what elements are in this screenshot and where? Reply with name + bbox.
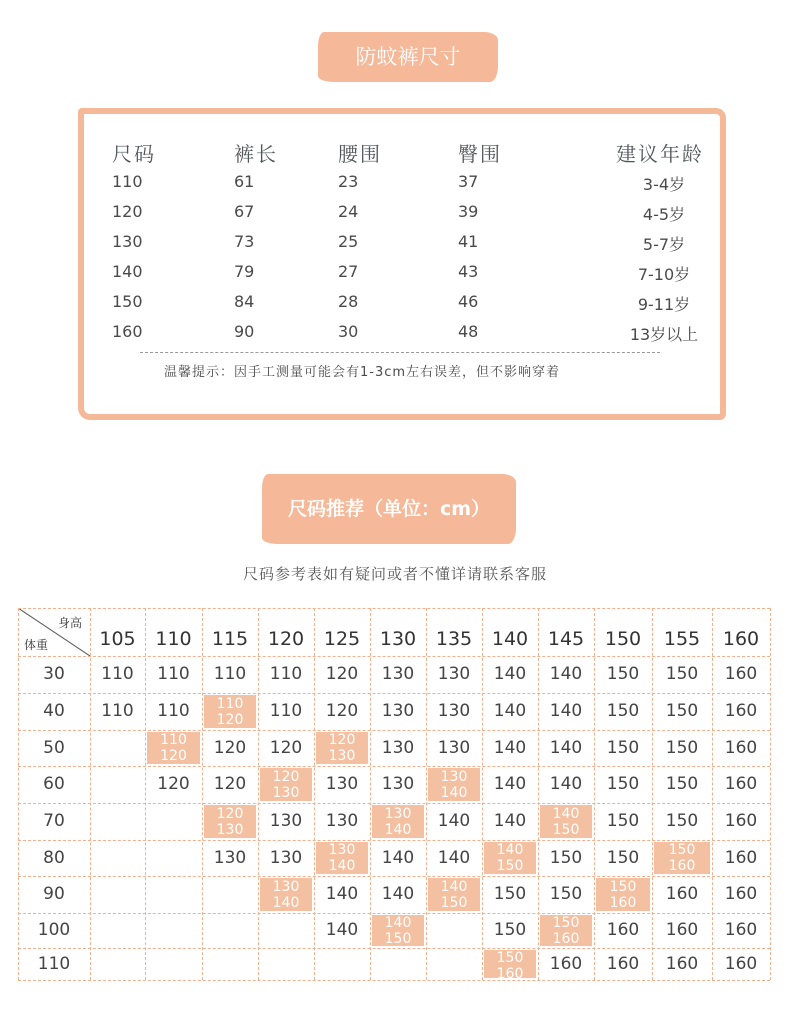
size-cell: 41 — [458, 232, 479, 251]
size-cell: 140 — [112, 262, 143, 281]
size-cell: 13岁以上 — [629, 325, 699, 344]
grid-cell: 140 — [493, 774, 527, 794]
height-header: 145 — [547, 628, 585, 650]
grid-cell: 150 — [549, 848, 583, 868]
size-cell: 90 — [234, 322, 255, 341]
size-cell: 25 — [338, 232, 359, 251]
grid-cell: 140 — [325, 884, 359, 904]
grid-cell: 160 — [665, 920, 699, 940]
highlight-cell: 120 130 — [316, 732, 368, 764]
highlight-cell: 140 150 — [372, 915, 424, 946]
page-title: 防蚊裤尺寸 — [355, 45, 461, 69]
highlight-cell: 140 150 — [428, 878, 480, 911]
column-header: 臀围 — [458, 142, 502, 166]
weight-header: 50 — [43, 738, 65, 758]
highlight-cell: 120 130 — [260, 768, 312, 801]
size-cell: 110 — [112, 172, 143, 191]
size-row — [84, 322, 720, 352]
height-header: 130 — [379, 628, 417, 650]
size-cell: 23 — [338, 172, 359, 191]
grid-cell: 160 — [724, 701, 758, 721]
grid-cell: 140 — [325, 920, 359, 940]
grid-cell: 120 — [325, 701, 359, 721]
highlight-cell: 130 140 — [316, 842, 368, 874]
grid-cell: 120 — [269, 738, 303, 758]
grid-cell: 110 — [157, 701, 190, 721]
size-cell: 39 — [458, 202, 479, 221]
size-row — [84, 262, 720, 292]
size-row — [84, 172, 720, 202]
grid-cell: 160 — [724, 920, 758, 940]
grid-cell: 160 — [549, 954, 583, 974]
recommend-banner — [262, 474, 516, 544]
size-cell: 130 — [112, 232, 143, 251]
grid-cell: 160 — [606, 920, 640, 940]
grid-cell: 120 — [213, 738, 247, 758]
highlight-cell: 130 140 — [428, 768, 480, 801]
weight-label: 体重 — [24, 638, 49, 652]
grid-cell: 110 — [157, 664, 190, 684]
grid-cell: 130 — [381, 701, 415, 721]
size-cell: 27 — [338, 262, 359, 281]
grid-line — [18, 980, 770, 981]
grid-cell: 160 — [724, 738, 758, 758]
size-table-header — [84, 138, 720, 168]
grid-cell: 150 — [493, 884, 527, 904]
grid-cell: 160 — [724, 954, 758, 974]
grid-cell: 160 — [724, 884, 758, 904]
highlight-cell: 140 150 — [484, 842, 536, 874]
height-header: 115 — [211, 628, 249, 650]
grid-cell: 150 — [606, 664, 640, 684]
grid-cell: 110 — [213, 664, 247, 684]
size-recommend-grid — [18, 608, 770, 980]
size-cell: 9-11岁 — [637, 295, 691, 314]
size-cell: 67 — [234, 202, 255, 221]
grid-cell: 160 — [665, 884, 699, 904]
grid-cell: 110 — [269, 664, 303, 684]
grid-cell: 150 — [606, 848, 640, 868]
grid-cell: 130 — [437, 664, 471, 684]
grid-cell: 160 — [724, 774, 758, 794]
grid-cell: 140 — [437, 811, 471, 831]
size-cell: 73 — [234, 232, 255, 251]
recommend-title: 尺码推荐（单位：cm） — [287, 498, 491, 520]
size-cell: 28 — [338, 292, 359, 311]
grid-cell: 150 — [606, 811, 640, 831]
height-header: 160 — [722, 628, 760, 650]
grid-line — [18, 608, 770, 609]
highlight-cell: 120 130 — [204, 805, 256, 838]
column-header: 裤长 — [234, 142, 278, 166]
column-header: 尺码 — [112, 142, 156, 166]
grid-cell: 140 — [549, 664, 583, 684]
height-header: 155 — [663, 628, 701, 650]
title-banner — [318, 32, 498, 82]
height-header: 105 — [99, 628, 136, 650]
grid-cell: 150 — [606, 774, 640, 794]
height-label: 身高 — [58, 616, 83, 630]
grid-cell: 140 — [549, 701, 583, 721]
size-row — [84, 292, 720, 322]
divider — [140, 352, 660, 353]
grid-cell: 140 — [381, 884, 415, 904]
grid-cell: 130 — [325, 774, 359, 794]
grid-cell: 130 — [381, 774, 415, 794]
grid-cell: 130 — [381, 664, 415, 684]
weight-header: 40 — [43, 701, 65, 721]
grid-cell: 120 — [213, 774, 247, 794]
grid-cell: 150 — [665, 774, 699, 794]
height-header: 110 — [155, 628, 192, 650]
height-header: 120 — [267, 628, 305, 650]
size-row — [84, 202, 720, 232]
grid-cell: 110 — [269, 701, 303, 721]
highlight-cell: 110 120 — [147, 732, 200, 764]
size-cell: 24 — [338, 202, 359, 221]
recommend-subtitle: 尺码参考表如有疑问或者不懂详请联系客服 — [242, 565, 547, 583]
grid-cell: 130 — [381, 738, 415, 758]
size-cell: 160 — [112, 322, 143, 341]
grid-cell: 160 — [665, 954, 699, 974]
size-cell: 46 — [458, 292, 479, 311]
grid-cell: 160 — [724, 848, 758, 868]
grid-cell: 140 — [437, 848, 471, 868]
grid-cell: 160 — [606, 954, 640, 974]
grid-cell: 150 — [549, 884, 583, 904]
highlight-cell: 110 120 — [204, 695, 256, 728]
grid-cell: 130 — [269, 848, 303, 868]
weight-header: 30 — [43, 664, 65, 684]
weight-header: 80 — [43, 848, 65, 868]
grid-cell: 150 — [665, 701, 699, 721]
size-cell: 3-4岁 — [642, 175, 686, 194]
size-cell: 150 — [112, 292, 143, 311]
grid-cell: 150 — [606, 738, 640, 758]
highlight-cell: 150 160 — [654, 842, 710, 874]
highlight-cell: 150 160 — [540, 915, 592, 946]
size-cell: 61 — [234, 172, 255, 191]
size-cell: 4-5岁 — [642, 205, 686, 224]
highlight-cell: 130 140 — [260, 878, 312, 911]
size-cell: 43 — [458, 262, 479, 281]
size-cell: 79 — [234, 262, 255, 281]
column-header: 腰围 — [338, 142, 382, 166]
grid-cell: 150 — [493, 920, 527, 940]
size-cell: 48 — [458, 322, 479, 341]
weight-header: 100 — [37, 920, 71, 940]
highlight-cell: 140 150 — [540, 805, 592, 838]
grid-cell: 140 — [493, 738, 527, 758]
grid-cell: 140 — [549, 774, 583, 794]
size-row — [84, 232, 720, 262]
size-cell: 120 — [112, 202, 143, 221]
grid-cell: 140 — [493, 701, 527, 721]
size-cell: 5-7岁 — [642, 235, 686, 254]
size-cell: 37 — [458, 172, 479, 191]
column-header: 建议年龄 — [616, 142, 704, 166]
grid-cell: 130 — [325, 811, 359, 831]
highlight-cell: 150 160 — [596, 878, 650, 911]
grid-cell: 130 — [213, 848, 247, 868]
grid-cell: 110 — [101, 664, 134, 684]
grid-cell: 150 — [665, 738, 699, 758]
size-cell: 84 — [234, 292, 255, 311]
highlight-cell: 150 160 — [484, 950, 536, 978]
grid-cell: 160 — [724, 664, 758, 684]
grid-cell: 150 — [665, 664, 699, 684]
weight-header: 110 — [37, 954, 71, 974]
height-header: 140 — [491, 628, 529, 650]
grid-cell: 140 — [549, 738, 583, 758]
size-cell: 7-10岁 — [637, 265, 691, 284]
grid-cell: 150 — [665, 811, 699, 831]
grid-cell: 130 — [269, 811, 303, 831]
grid-cell: 140 — [493, 664, 527, 684]
weight-header: 70 — [43, 811, 65, 831]
grid-cell: 140 — [381, 848, 415, 868]
grid-cell: 110 — [101, 701, 134, 721]
grid-cell: 120 — [157, 774, 190, 794]
height-header: 150 — [604, 628, 642, 650]
highlight-cell: 130 140 — [372, 805, 424, 838]
size-cell: 30 — [338, 322, 359, 341]
grid-cell: 140 — [493, 811, 527, 831]
grid-cell: 120 — [325, 664, 359, 684]
measurement-note: 温馨提示：因手工测量可能会有1-3cm左右误差，但不影响穿着 — [164, 365, 561, 380]
size-table-frame — [78, 108, 726, 420]
grid-cell: 160 — [724, 811, 758, 831]
grid-line — [770, 608, 771, 980]
weight-header: 90 — [43, 884, 65, 904]
height-header: 135 — [435, 628, 473, 650]
weight-header: 60 — [43, 774, 65, 794]
grid-cell: 150 — [606, 701, 640, 721]
height-header: 125 — [323, 628, 361, 650]
grid-cell: 130 — [437, 701, 471, 721]
grid-cell: 130 — [437, 738, 471, 758]
